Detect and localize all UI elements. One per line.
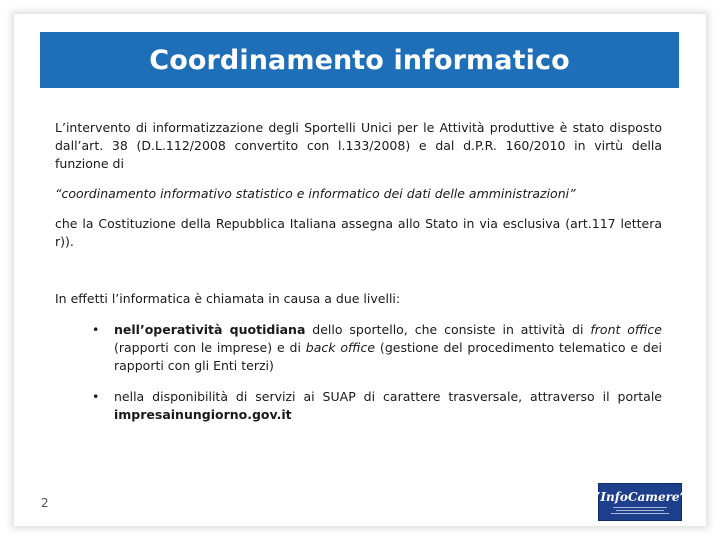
paragraph-intro: L’intervento di informatizzazione degli Sportelli Unici per le Attività produttive è stato disposto dall’art. 38 (D.L.112/2008 convertito con l.133/2008) e dal d.P.R. 160/2010 in virtù della funzione di	[55, 120, 662, 171]
portal-link-text: impresainungiorno.gov.it	[114, 407, 292, 422]
bullet-item-operativita	[114, 321, 662, 375]
bullet-item-operativita-bold: nell’operatività quotidiana	[114, 322, 306, 337]
paragraph-constitution: che la Costituzione della Repubblica Italiana assegna allo Stato in via esclusiva (art.117 lettera r)).	[55, 216, 662, 249]
logo-tagline-graphic	[611, 507, 669, 514]
bullet-item-operativita-text-1: dello sportello, che consiste in attività di	[305, 322, 591, 337]
title-bar	[40, 32, 679, 88]
paragraph-quote: “coordinamento informativo statistico e informatico dei dati delle amministrazioni”	[55, 186, 576, 201]
front-office-term: front office	[590, 322, 662, 337]
bullet-item-operativita-text-3: (gestione del procedimento telematico e dei rapporti con gli Enti terzi)	[114, 340, 663, 373]
infocamere-logo	[593, 483, 687, 521]
logo-wordmark: ”InfoCamere”	[593, 489, 687, 504]
bullet-item-operativita-text-2: (rapporti con le imprese) e di	[114, 340, 306, 355]
page-number: 2	[41, 496, 49, 510]
slide-frame	[14, 14, 706, 526]
bullet-item-servizi	[114, 388, 662, 424]
back-office-term: back office	[305, 340, 376, 355]
slide-title: Coordinamento informatico	[149, 44, 570, 76]
paragraph-levels: In effetti l’informatica è chiamata in causa a due livelli:	[55, 291, 401, 306]
bullet-item-servizi-text: nella disponibilità di servizi ai SUAP di carattere trasversale, attraverso il portale	[114, 389, 662, 404]
